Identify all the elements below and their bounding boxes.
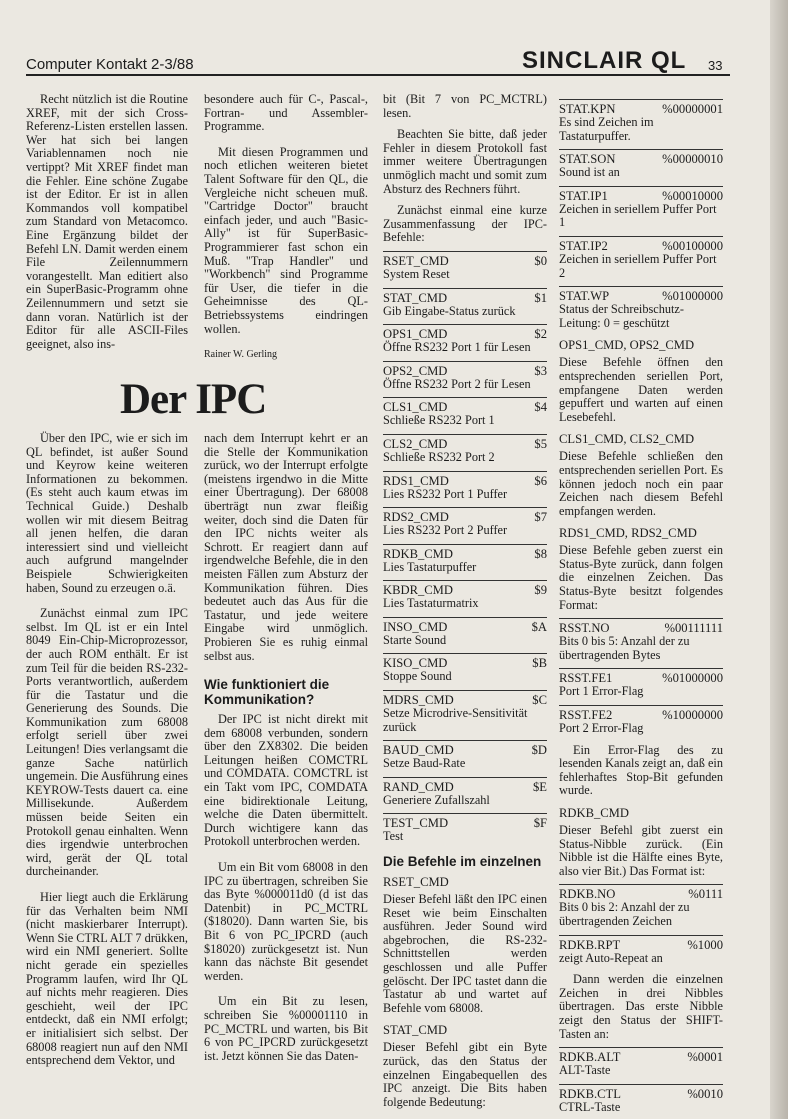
definition-entry [383, 653, 547, 684]
definition-code: %00010000 [662, 188, 723, 203]
paragraph: nach dem Interrupt kehrt er an die Stelle der Kommunikation zurück, wo der Interrupt erfolgte (meistens irgendwo in die Mitte einer Übertragung). Der 68008 überträgt nun zwar fleißig weiter, doch sind die Daten für den IPC nichts weiter als Schrott. Er reagiert dann auf irgendwelche Befehle, die in den meisten Fällen zum Absturz der Kommunikation führen. Dies bedeutet auch das Aus für die Tastatur, und jede weitere Eingabe wird unmöglich. Probieren Sie es ruhig einmal selbst aus. [204, 431, 368, 663]
definition-entry [559, 618, 723, 662]
command-name: RDKB_CMD [559, 806, 629, 820]
definition-name: MDRS_CMD [383, 693, 454, 708]
definition-entry [559, 935, 723, 966]
definition-entry [559, 668, 723, 699]
definition-name: CLS1_CMD [383, 400, 448, 415]
command-heading [559, 806, 723, 820]
section-title: SINCLAIR QL [522, 47, 687, 74]
definition-entry [383, 397, 547, 428]
definition-name: OPS1_CMD [383, 327, 448, 342]
definition-entry [559, 149, 723, 180]
paragraph: Dieser Befehl läßt den IPC einen Reset wie beim Einschalten ausführen. Jeder Sound wird abgebrochen, die RS-232-Schnittstellen werden geschlossen und alle Puffer gelöscht. Der IPC tastet dann die Tastatur ab und wartet auf Befehle vom 68008. [383, 892, 547, 1015]
definition-desc: Lies Tastaturpuffer [383, 559, 477, 574]
definition-desc: ALT-Taste [559, 1063, 611, 1078]
definition-line [559, 887, 723, 901]
paragraph: Hier liegt auch die Erklärung für das Verhalten beim NMI (nicht maskierbarer Interrupt). Wenn Sie CTRL ALT 7 drükken, wird ein NMI generiert. Sollte nicht gerade ein spezielles Programm laufen, wird Ihr QL auf nichts mehr reagieren. Dies geschieht, weil der IPC entdeckt, daß ein NMI erfolgt; er initialisiert sich selbst. Der 68008 reagiert nun auf den NMI entsprechend dem Vektor, und [26, 890, 188, 1068]
definition-code: $A [531, 619, 547, 634]
page-edge [770, 0, 788, 1119]
definition-code: $4 [534, 400, 547, 415]
definition-desc: Schließe RS232 Port 1 [383, 413, 495, 428]
definition-line [383, 510, 547, 524]
col4 [559, 93, 723, 1114]
definition-line [559, 239, 723, 253]
definition-code: %00111111 [664, 621, 723, 636]
paragraph: Dann werden die einzelnen Zeichen in drei Nibbles übertragen. Das erste Nibble zeigt den Status der SHIFT-Tasten an: [559, 972, 723, 1041]
definition-line [559, 938, 723, 952]
definition-desc: Zeichen in seriellem Puffer Port 2 [559, 251, 717, 280]
definition-code: $7 [534, 510, 547, 525]
definition-line [559, 102, 723, 116]
definition-entry [383, 324, 547, 355]
definition-name: RSET_CMD [383, 253, 449, 268]
definition-desc: Generiere Zufallszahl [383, 792, 490, 807]
shift-bit-list [559, 1047, 723, 1114]
definition-desc: Lies RS232 Port 2 Puffer [383, 523, 508, 538]
definition-name: RDKB.ALT [559, 1050, 621, 1065]
definition-line [383, 780, 547, 794]
definition-code: $0 [534, 253, 547, 268]
ipc-command-list [383, 251, 547, 844]
definition-line [383, 583, 547, 597]
definition-name: RDS2_CMD [383, 510, 449, 525]
definition-entry [383, 361, 547, 392]
definition-name: RSST.FE2 [559, 708, 613, 723]
definition-entry [559, 705, 723, 736]
definition-entry [383, 471, 547, 502]
definition-code: %0111 [688, 887, 723, 902]
definition-line [559, 671, 723, 685]
rdkb-bit-list [559, 884, 723, 965]
definition-line [383, 254, 547, 268]
definition-code: $E [533, 779, 547, 794]
paragraph: Zunächst einmal eine kurze Zusammenfassung der IPC-Befehle: [383, 203, 547, 245]
definition-entry [383, 544, 547, 575]
definition-name: RSST.FE1 [559, 671, 613, 686]
definition-code: $9 [534, 583, 547, 598]
paragraph: bit (Bit 7 von PC_MCTRL) lesen. [383, 92, 547, 120]
definition-entry [383, 288, 547, 319]
definition-line [383, 816, 547, 830]
definition-code: %00000010 [662, 152, 723, 167]
definition-entry [383, 617, 547, 648]
definition-code: $3 [534, 363, 547, 378]
definition-code: $2 [534, 327, 547, 342]
definition-desc: Sound ist an [559, 165, 620, 180]
definition-desc: Bits 0 bis 5: Anzahl der zu übertragenden Bytes [559, 634, 690, 662]
definition-line [383, 743, 547, 757]
article1-col2 [204, 93, 368, 362]
definition-code: %01000000 [662, 671, 723, 686]
paragraph: besondere auch für C-, Pascal-, Fortran- und Assembler-Programme. [204, 92, 368, 134]
definition-name: OPS2_CMD [383, 363, 448, 378]
definition-entry [383, 251, 547, 282]
definition-entry [559, 286, 723, 330]
definition-line [383, 437, 547, 451]
definition-line [383, 474, 547, 488]
definition-line [383, 291, 547, 305]
definition-line [559, 289, 723, 303]
definition-desc: System Reset [383, 266, 450, 281]
definition-name: STAT.KPN [559, 102, 616, 116]
command-name: STAT_CMD [383, 1023, 448, 1038]
definition-desc: Port 2 Error-Flag [559, 721, 644, 736]
definition-name: RDKB.NO [559, 887, 616, 902]
paragraph: Dieser Befehl gibt zuerst ein Status-Nibble zurück. (Ein Nibble ist die Hälfte eines Byte, also vier Bit.) Das Format ist: [559, 823, 723, 878]
definition-desc: Es sind Zeichen im Tastaturpuffer. [559, 115, 654, 143]
section-subhead: Die Befehle im einzelnen [383, 854, 542, 870]
author-signature: Rainer W. Gerling [204, 349, 278, 361]
command-heading [559, 338, 723, 352]
definition-entry [383, 507, 547, 538]
definition-name: KISO_CMD [383, 656, 448, 671]
definition-name: STAT.IP1 [559, 188, 608, 203]
header-rule [26, 74, 730, 76]
definition-entry [559, 236, 723, 280]
definition-line [559, 1050, 723, 1064]
stat-bit-list [559, 99, 723, 330]
definition-name: BAUD_CMD [383, 743, 454, 758]
definition-code: $D [531, 743, 547, 758]
paragraph: Der IPC ist nicht direkt mit dem 68008 verbunden, sondern über den ZX8302. Die beiden Leitungen heißen COMCTRL und COMDATA. COMCTRL ist ein Takt vom IPC, COMDATA eine bidirektionale Leitung, welche die Daten übermittelt. Durch wichtigere kann das Protokoll unterbrochen werden. [204, 712, 368, 849]
definition-entry [383, 434, 547, 465]
definition-desc: Lies RS232 Port 1 Puffer [383, 486, 508, 501]
definition-line [559, 152, 723, 166]
definition-entry [559, 1084, 723, 1115]
rsst-bit-list [559, 618, 723, 735]
definition-entry [559, 186, 723, 230]
definition-name: STAT.WP [559, 289, 610, 304]
definition-entry [383, 740, 547, 771]
paragraph: Diese Befehle öffnen den entsprechenden seriellen Port, empfangene Daten werden gepuffert und warten auf einen Lesebefehl. [559, 355, 723, 424]
definition-desc: Öffne RS232 Port 2 für Lesen [383, 376, 531, 391]
paragraph: Über den IPC, wie er sich im QL befindet, ist außer Sound und Keyrow keine weiteren Informationen zu bekommen. (Es steht auch kaum etwas im Technical Guide.) Deshalb wollen wir mit diesem Beitrag all jenen helfen, die daran interessiert sind und vielleicht auch aufgrund mangelnder Beispiele Schwierigkeiten haben, Sound zu erzeugen o.ä. [26, 431, 188, 595]
definition-desc: Lies Tastaturmatrix [383, 596, 479, 611]
command-name: OPS1_CMD, OPS2_CMD [559, 338, 695, 353]
definition-line [383, 693, 547, 707]
command-name: CLS1_CMD, CLS2_CMD [559, 432, 695, 447]
definition-code: $F [533, 816, 547, 831]
definition-desc: Test [383, 829, 404, 844]
definition-code: %00000001 [662, 102, 723, 116]
definition-desc: Bits 0 bis 2: Anzahl der zu übertragenden Zeichen [559, 900, 690, 928]
definition-code: %10000000 [662, 708, 723, 723]
article-headline: Der IPC [120, 376, 267, 423]
definition-code: %1000 [687, 937, 723, 952]
definition-name: RDKB_CMD [383, 546, 453, 561]
page-number: 33 [708, 58, 723, 73]
definition-name: STAT.SON [559, 152, 616, 167]
definition-line [383, 547, 547, 561]
definition-desc: Port 1 Error-Flag [559, 684, 644, 699]
definition-name: STAT.IP2 [559, 238, 608, 253]
command-heading [383, 1023, 547, 1037]
definition-name: INSO_CMD [383, 619, 448, 634]
paragraph: Diese Befehle schließen den entsprechenden seriellen Port. Es können jedoch noch ein paar Zeichen nach diesem Befehl empfangen werden. [559, 449, 723, 518]
definition-entry [383, 580, 547, 611]
section-subhead: Wie funktioniert die Kommunikation? [204, 677, 330, 708]
article2-col1 [26, 432, 188, 1080]
definition-name: RDKB.RPT [559, 937, 621, 952]
article2-col2 [204, 432, 368, 1075]
command-heading [559, 432, 723, 446]
definition-desc: CTRL-Taste [559, 1099, 621, 1114]
command-heading [383, 875, 547, 889]
definition-line [383, 364, 547, 378]
definition-entry [559, 884, 723, 928]
definition-code: %0010 [687, 1086, 723, 1101]
definition-desc: Stoppe Sound [383, 669, 452, 684]
definition-line [383, 400, 547, 414]
command-name: RDS1_CMD, RDS2_CMD [559, 526, 697, 541]
definition-line [383, 327, 547, 341]
definition-name: RDKB.CTL [559, 1086, 621, 1101]
definition-line [559, 708, 723, 722]
paragraph: Dieser Befehl gibt ein Byte zurück, das den Status der einzelnen Eingabequellen des IPC anzeigt. Die Bits haben folgende Bedeutung: [383, 1040, 547, 1109]
definition-name: RAND_CMD [383, 779, 454, 794]
definition-code: $C [532, 693, 547, 708]
paragraph: Um ein Bit zu lesen, schreiben Sie %00001110 in PC_MCTRL und warten, bis Bit 6 von PC_IPCRD zurückgesetzt ist. Jetzt können Sie das Daten- [204, 994, 368, 1063]
definition-line [383, 620, 547, 634]
definition-entry [559, 1047, 723, 1078]
definition-name: CLS2_CMD [383, 436, 448, 451]
definition-desc: Setze Baud-Rate [383, 756, 466, 771]
definition-desc: zeigt Auto-Repeat an [559, 950, 663, 965]
command-heading [559, 526, 723, 540]
definition-name: RDS1_CMD [383, 473, 449, 488]
definition-name: KBDR_CMD [383, 583, 453, 598]
definition-entry [383, 813, 547, 844]
definition-entry [383, 777, 547, 808]
definition-name: TEST_CMD [383, 816, 449, 831]
paragraph: Diese Befehle geben zuerst ein Status-Byte zurück, dann folgen die einzelnen Zeichen. Das Status-Byte besitzt folgendes Format: [559, 543, 723, 612]
definition-code: $B [532, 656, 547, 671]
definition-desc: Zeichen in seriellem Puffer Port 1 [559, 201, 717, 230]
definition-desc: Öffne RS232 Port 1 für Lesen [383, 340, 531, 355]
definition-code: $1 [534, 290, 547, 305]
definition-code: %01000000 [662, 289, 723, 304]
definition-desc: Status der Schreibschutz-Leitung: 0 = geschützt [559, 302, 684, 330]
definition-code: %00100000 [662, 238, 723, 253]
definition-name: RSST.NO [559, 621, 610, 636]
definition-entry [383, 690, 547, 734]
definition-code: $6 [534, 473, 547, 488]
command-name: RSET_CMD [383, 875, 449, 890]
definition-desc: Setze Microdrive-Sensitivität zurück [383, 706, 528, 734]
definition-entry [559, 99, 723, 143]
definition-line [559, 1087, 723, 1101]
definition-line [559, 621, 723, 635]
magazine-issue: Computer Kontakt 2-3/88 [26, 56, 194, 73]
paragraph: Ein Error-Flag des zu lesenden Kanals zeigt an, daß ein fehlerhaftes Stop-Bit gefunden wurde. [559, 742, 723, 798]
definition-code: $8 [534, 546, 547, 561]
col3 [383, 93, 547, 1109]
definition-name: STAT_CMD [383, 290, 448, 305]
definition-line [559, 189, 723, 203]
definition-code: $5 [534, 436, 547, 451]
paragraph: Recht nützlich ist die Routine XREF, mit der sich Cross-Referenz-Listen erstellen lassen. Wer hat sich bei langen Variablennamen noch nie vertippt? Mit XREF findet man die Fehler. Eine schöne Zugabe ist der Editor. Er ist in allen Kommandos voll kompatibel zum Standard von Metacomco. Eine Ergänzung bildet der Befehl LN. Damit werden einem File Zeilennummern vorangestellt. Man editiert also ein SuperBasic-Programm ohne Zeilennummern und setzt sie dann voran. Natürlich ist der Editor für alle ASCII-Files geeignet, also ins- [26, 92, 188, 351]
definition-line [383, 656, 547, 670]
paragraph: Zunächst einmal zum IPC selbst. Im QL ist er ein Intel 8049 Ein-Chip-Microprozessor, der auch ROM enthält. Er ist zum Teil für die beiden RS-232-Ports verantwortlich, außerdem für die Tastatur und die Generierung des Sounds. Die Kommunikation zum 68008 erfolgt seriell über zwei Leitungen! Dies verlangsamt die ganze Sache natürlich ungemein. Die Ausführung eines KEYROW-Tests dauert ca. eine Millisekunde. Außerdem müssen beide Seiten ein Protokoll genau einhalten. Wenn dies irgendwie unterbrochen wird, gerät der QL total durcheinander. [26, 606, 188, 879]
definition-desc: Schließe RS232 Port 2 [383, 449, 495, 464]
paragraph: Mit diesen Programmen und noch etlichen weiteren bietet Talent Software für den QL, die Vergleiche nicht scheuen muß. "Cartridge Doctor" braucht einfach jeder, und auch "Basic-Ally" ist für SuperBasic-Programmierer fast schon ein Muß. "Trap Handler" und "Workbench" sind Programme für User, die tiefer in die Geheimnisse des QL-Betriebssystems eindringen wollen. [204, 144, 368, 336]
definition-code: %0001 [687, 1050, 723, 1065]
definition-desc: Starte Sound [383, 632, 447, 647]
paragraph: Beachten Sie bitte, daß jeder Fehler in diesem Protokoll fast immer weitere Übertragungen unmöglich macht und somit zum Absturz des Rechners führt. [383, 127, 547, 196]
definition-desc: Gib Eingabe-Status zurück [383, 303, 516, 318]
paragraph: Um ein Bit vom 68008 in den IPC zu übertragen, schreiben Sie das Byte %000011d0 (d ist das Datenbit) in PC_MCTRL ($18020). Dann warten Sie, bis Bit 6 von PC_IPCRD (auch $18020) zurückgesetzt ist. Nun kann das nächste Bit gesendet werden. [204, 860, 368, 983]
article1-col1 [26, 93, 188, 363]
